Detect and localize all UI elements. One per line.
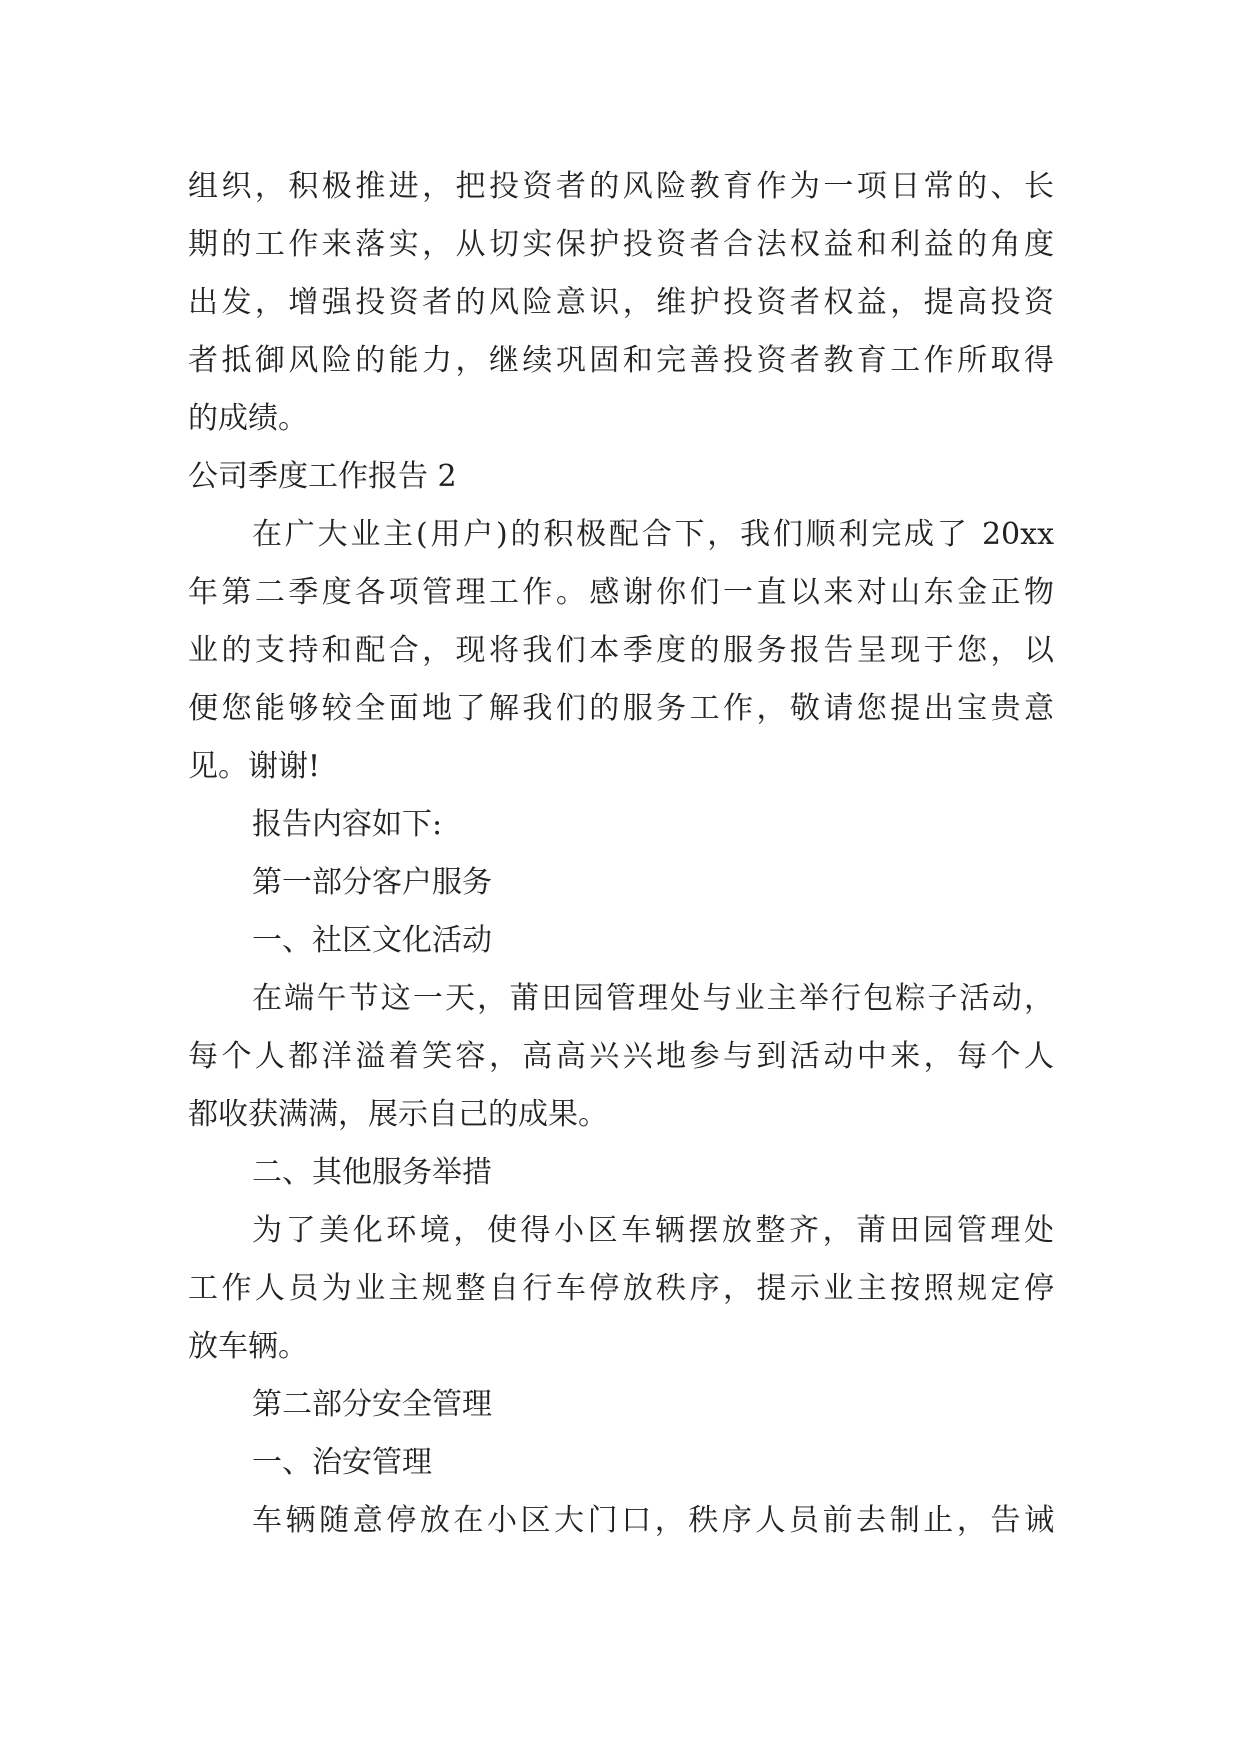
paragraph-line: 在端午节这一天，莆田园管理处与业主举行包粽子活动， bbox=[252, 981, 1054, 1016]
part-title: 第一部分客户服务 bbox=[252, 865, 492, 900]
paragraph-line: 车辆随意停放在小区大门口，秩序人员前去制止，告诫 bbox=[252, 1503, 1054, 1538]
part-title: 第二部分安全管理 bbox=[252, 1387, 492, 1422]
intro-line: 报告内容如下: bbox=[252, 807, 443, 842]
paragraph-line: 每个人都洋溢着笑容，高高兴兴地参与到活动中来，每个人 bbox=[188, 1039, 1054, 1074]
document-page bbox=[188, 158, 1054, 1550]
paragraph-line: 期的工作来落实，从切实保护投资者合法权益和利益的角度 bbox=[188, 227, 1054, 262]
subsection-title: 一、治安管理 bbox=[252, 1445, 432, 1480]
paragraph-line: 便您能够较全面地了解我们的服务工作，敬请您提出宝贵意 bbox=[188, 691, 1054, 726]
paragraph-line: 都收获满满，展示自己的成果。 bbox=[188, 1097, 608, 1132]
paragraph-line: 放车辆。 bbox=[188, 1329, 308, 1364]
paragraph-line: 为了美化环境，使得小区车辆摆放整齐，莆田园管理处 bbox=[252, 1213, 1054, 1248]
paragraph-line: 工作人员为业主规整自行车停放秩序，提示业主按照规定停 bbox=[188, 1271, 1054, 1306]
paragraph-line: 见。谢谢! bbox=[188, 749, 321, 784]
subsection-title: 二、其他服务举措 bbox=[252, 1155, 492, 1190]
paragraph-line: 者抵御风险的能力，继续巩固和完善投资者教育工作所取得 bbox=[188, 343, 1054, 378]
paragraph-line: 年第二季度各项管理工作。感谢你们一直以来对山东金正物 bbox=[188, 575, 1054, 610]
paragraph-line: 的成绩。 bbox=[188, 401, 308, 436]
paragraph-line: 组织，积极推进，把投资者的风险教育作为一项日常的、长 bbox=[188, 169, 1054, 204]
paragraph-line: 出发，增强投资者的风险意识，维护投资者权益，提高投资 bbox=[188, 285, 1054, 320]
section-heading: 公司季度工作报告 2 bbox=[188, 459, 457, 494]
paragraph-line: 业的支持和配合，现将我们本季度的服务报告呈现于您，以 bbox=[188, 633, 1054, 668]
paragraph-line: 在广大业主(用户)的积极配合下，我们顺利完成了 20xx bbox=[252, 517, 1054, 552]
subsection-title: 一、社区文化活动 bbox=[252, 923, 492, 958]
